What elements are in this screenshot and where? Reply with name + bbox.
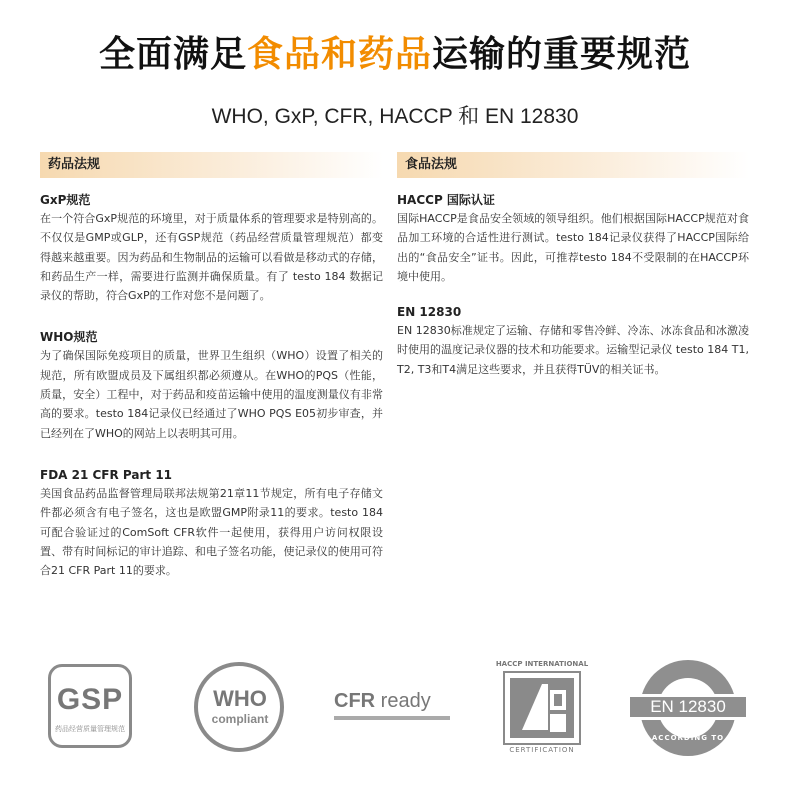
en12830-block	[397, 304, 749, 379]
title-part1: 全面满足	[98, 34, 247, 75]
gxp-block	[40, 192, 383, 305]
fda-heading: FDA 21 CFR Part 11	[40, 467, 173, 482]
en12830-logo	[640, 660, 736, 756]
cfr-logo-underline	[334, 716, 450, 720]
haccp-emblem-icon	[500, 670, 584, 746]
haccp-heading: HACCP 国际认证	[397, 193, 495, 207]
title-highlight: 食品和药品	[246, 34, 432, 75]
fda-text: 美国食品药品监督管理局联邦法规第21章11节规定，所有电子存储文件都必须含有电子签名，这也是欧盟GMP附录11的要求。testo 184 可配合验证过的ComSoft CFR软件一起使用，获得用户访问权限设置、带有时间标记的审计追踪、和电子签名功能，使记录仪的使用可符合21 CFR Part 11的要求。	[40, 486, 383, 578]
gsp-logo	[48, 664, 132, 748]
en12830-heading: EN 12830	[397, 305, 462, 320]
gsp-logo-sub: 药品经营质量管理规范	[55, 725, 125, 733]
cfr-logo	[334, 690, 452, 726]
en12830-logo-main: EN 12830	[650, 697, 726, 716]
food-column	[397, 152, 749, 379]
cfr-logo-sub: ready	[380, 690, 431, 712]
haccp-logo-top: HACCP INTERNATIONAL	[495, 660, 589, 668]
haccp-block	[397, 192, 749, 286]
haccp-logo-bottom: CERTIFICATION	[509, 746, 575, 754]
who-block	[40, 329, 383, 442]
en12830-text: EN 12830标准规定了运输、存储和零售冷鲜、冷冻、冰冻食品和冰激凌时使用的温度记录仪器的技术和功能要求。运输型记录仪 testo 184 T1, T2, T3和T4满足这些要求，并且获得TÜV的相关证书。	[397, 324, 749, 376]
who-text: 为了确保国际免疫项目的质量，世界卫生组织（WHO）设置了相关的规范，所有欧盟成员及下属组织都必须遵从。在WHO的PQS（性能，质量，安全）工程中，对于药品和疫苗运输中使用的温度测量仪有非常高的要求。testo 184记录仪已经通过了WHO PQS E05初步审查，并已经列在了WHO的网站上以表明其可用。	[40, 349, 383, 440]
who-logo	[192, 662, 288, 752]
gxp-text: 在一个符合GxP规范的环境里，对于质量体系的管理要求是特别高的。不仅仅是GMP或GLP，还有GSP规范（药品经营质量管理规范）都变得越来越重要。因为药品和生物制品的运输可以看做是移动式的存储，和药品生产一样，需要进行监测并确保质量。有了 testo 184 数据记录仪的帮助，符合GxP的工作对您不是问题了。	[40, 212, 383, 303]
food-section-title: 食品法规	[397, 152, 749, 178]
haccp-text: 国际HACCP是食品安全领域的领导组织。他们根据国际HACCP规范对食品加工环境的合适性进行测试。testo 184记录仪获得了HACCP国际给出的“食品安全”证书。因此，可推荐testo 184不受限制的在HACCP环境中使用。	[397, 212, 749, 283]
page-subtitle: WHO, GxP, CFR, HACCP 和 EN 12830	[211, 105, 579, 128]
title-part2: 运输的重要规范	[432, 34, 692, 75]
pharma-column	[40, 152, 383, 580]
fda-block	[40, 467, 383, 580]
page-title	[0, 26, 790, 77]
en12830-logo-band	[630, 694, 746, 720]
cfr-logo-main: CFR	[334, 690, 376, 712]
certification-logos	[0, 660, 790, 760]
who-logo-main: WHO	[213, 686, 267, 711]
who-logo-sub: compliant	[211, 712, 269, 726]
en12830-logo-sub: ACCORDING TO	[651, 734, 725, 742]
pharma-section-title: 药品法规	[40, 152, 383, 178]
haccp-logo	[492, 660, 592, 756]
who-heading: WHO规范	[40, 330, 98, 345]
gsp-logo-main: GSP	[56, 683, 124, 716]
gxp-heading: GxP规范	[40, 193, 91, 207]
